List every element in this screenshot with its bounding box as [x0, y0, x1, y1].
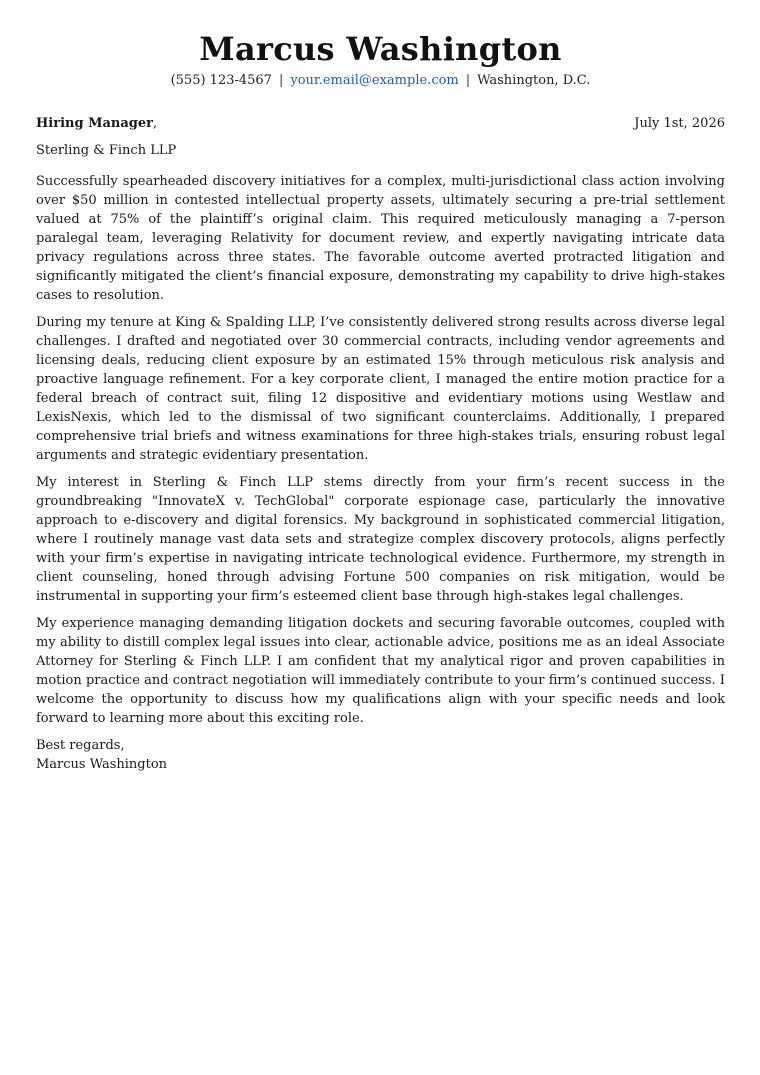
phone-number: (555) 123-4567: [170, 73, 272, 88]
closing-salutation: Best regards,: [36, 738, 125, 753]
recipient-name: Hiring Manager: [36, 116, 153, 131]
closing-block: [36, 736, 725, 774]
recipient-date-row: [36, 114, 725, 133]
letter-date: July 1st, 2026: [634, 116, 725, 131]
body-paragraph: During my tenure at King & Spalding LLP, I’ve consistently delivered strong results across diverse legal challenges. I drafted and negotiated over 30 commercial contracts, including vendor agreements and licensing deals, reducing client exposure by an estimated 15% through meticulous risk analysis and proactive language refinement. For a key corporate client, I managed the entire motion practice for a federal breach of contract suit, filing 12 dispositive and evidentiary motions using Westlaw and LexisNexis, which led to the dismissal of two significant counterclaims. Additionally, I prepared comprehensive trial briefs and witness examinations for three high-stakes trials, ensuring robust legal arguments and strategic evidentiary presentation.: [36, 315, 725, 463]
contact-separator: |: [465, 73, 471, 88]
recipient-comma: ,: [152, 116, 158, 131]
cover-letter-page: [36, 0, 725, 774]
letter-body: [36, 172, 725, 728]
contact-separator: |: [278, 73, 284, 88]
email-link[interactable]: your.email@example.com: [290, 73, 459, 88]
location: Washington, D.C.: [477, 73, 591, 88]
contact-line: [36, 72, 725, 90]
signature-name: Marcus Washington: [36, 757, 168, 772]
recipient-line: [36, 114, 157, 133]
body-paragraph: My interest in Sterling & Finch LLP stems directly from your firm’s recent success in the groundbreaking "InnovateX v. TechGlobal" corporate espionage case, particularly the innovative approach to e-discovery and digital forensics. My background in sophisticated commercial litigation, where I routinely manage vast data sets and strategize complex discovery protocols, aligns perfectly with your firm’s expertise in navigating intricate technological evidence. Furthermore, my strength in client counseling, honed through advising Fortune 500 companies on risk mitigation, would be instrumental in supporting your firm’s esteemed client base through high-stakes legal challenges.: [36, 475, 725, 604]
body-paragraph: Successfully spearheaded discovery initiatives for a complex, multi-jurisdictional class action involving over $50 million in contested intellectual property assets, ultimately securing a pre-trial settlement valued at 75% of the plaintiff’s original claim. This required meticulously managing a 7-person paralegal team, leveraging Relativity for document review, and expertly navigating intricate data privacy regulations across three states. The favorable outcome averted protracted litigation and significantly mitigated the client’s financial exposure, demonstrating my capability to drive high-stakes cases to resolution.: [36, 174, 725, 303]
body-paragraph: My experience managing demanding litigation dockets and securing favorable outcomes, coupled with my ability to distill complex legal issues into clear, actionable advice, positions me as an ideal Associate Attorney for Sterling & Finch LLP. I am confident that my analytical rigor and proven capabilities in motion practice and contract negotiation will immediately contribute to your firm’s continued success. I welcome the opportunity to discuss how my qualifications align with your specific needs and look forward to learning more about this exciting role.: [36, 616, 725, 726]
applicant-name: Marcus Washington: [199, 30, 562, 68]
recipient-company: Sterling & Finch LLP: [36, 143, 177, 158]
